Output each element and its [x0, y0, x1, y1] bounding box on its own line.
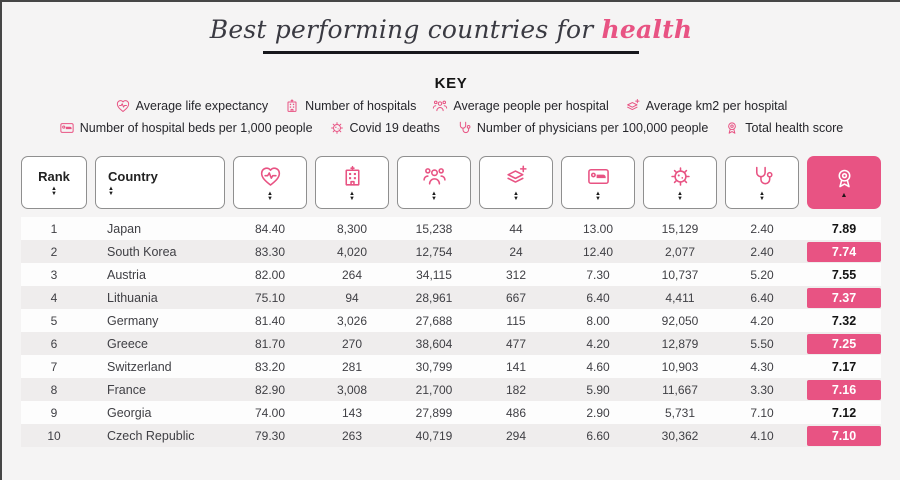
stethoscope-icon [456, 120, 472, 136]
score-cell [807, 378, 881, 401]
col-header-country[interactable] [95, 156, 225, 209]
key-section [2, 75, 900, 136]
sort-arrows-icon: ▲ ▼ [513, 191, 519, 202]
value-cell: 27,688 [415, 313, 453, 328]
value-cell: 8,300 [336, 221, 368, 236]
value-cell: 38,604 [415, 336, 453, 351]
table-row [21, 309, 881, 332]
table-row [21, 240, 881, 263]
value-cell: 270 [341, 336, 363, 351]
value-cell: 4.60 [586, 359, 610, 374]
value-cell: 40,719 [415, 428, 453, 443]
value-cell: 6.40 [750, 290, 774, 305]
value-cell: 3,008 [336, 382, 368, 397]
value-cell: 2.90 [586, 405, 610, 420]
table-row [21, 217, 881, 240]
health-ranking-table [21, 156, 881, 447]
virus-icon [668, 164, 693, 189]
score-value: 7.16 [807, 380, 881, 400]
hospital-bed-icon [59, 120, 75, 136]
table-row [21, 424, 881, 447]
people-group-icon [422, 164, 447, 189]
table-row [21, 332, 881, 355]
value-cell: 486 [505, 405, 527, 420]
table-row [21, 355, 881, 378]
table-row [21, 263, 881, 286]
col-header-covid-deaths[interactable] [643, 156, 717, 209]
value-cell: 3,026 [336, 313, 368, 328]
value-cell: 34,115 [416, 267, 452, 282]
sort-arrows-icon: ▲ ▼ [349, 191, 355, 202]
country-header-label: Country [108, 169, 158, 184]
value-cell: 4,411 [665, 290, 695, 305]
table-header-row [21, 156, 881, 209]
medal-icon [832, 166, 857, 191]
value-cell: 28,961 [415, 290, 453, 305]
key-item-hospital-beds [59, 120, 313, 136]
key-label: Average km2 per hospital [645, 99, 788, 113]
score-value: 7.74 [807, 242, 881, 262]
value-cell: 8.00 [586, 313, 610, 328]
layers-plus-icon [625, 98, 641, 114]
value-cell: 30,362 [661, 428, 699, 443]
value-cell: 83.20 [254, 359, 286, 374]
score-cell [807, 286, 881, 309]
value-cell: 12,754 [415, 244, 453, 259]
people-group-icon [432, 98, 448, 114]
value-cell: 281 [341, 359, 363, 374]
value-cell: 75.10 [254, 290, 286, 305]
key-label: Number of physicians per 100,000 people [476, 121, 709, 135]
score-cell [807, 240, 881, 263]
value-cell: 81.40 [254, 313, 286, 328]
key-label: Number of hospitals [305, 99, 417, 113]
rank-cell: 7 [50, 359, 58, 374]
value-cell: 4,020 [336, 244, 368, 259]
value-cell: 10,903 [661, 359, 699, 374]
rank-cell: 2 [50, 244, 58, 259]
score-cell [807, 217, 881, 240]
value-cell: 27,899 [415, 405, 453, 420]
col-header-hospital-beds[interactable] [561, 156, 635, 209]
sort-arrows-icon: ▲ ▼ [677, 191, 683, 202]
country-cell: Switzerland [107, 359, 172, 374]
value-cell: 4.20 [586, 336, 610, 351]
table-row [21, 378, 881, 401]
title-underline [263, 51, 639, 54]
key-item-physicians [456, 120, 708, 136]
key-item-people-per-hospital [432, 98, 608, 114]
value-cell: 294 [505, 428, 527, 443]
value-cell: 92,050 [661, 313, 699, 328]
country-cell: Georgia [107, 405, 152, 420]
value-cell: 84.40 [254, 221, 286, 236]
value-cell: 667 [505, 290, 527, 305]
value-cell: 4.10 [750, 428, 774, 443]
score-value: 7.32 [831, 313, 857, 328]
sort-arrows-icon: ▲ ▼ [108, 186, 114, 197]
key-item-life-expectancy [115, 98, 269, 114]
country-cell: Japan [107, 221, 142, 236]
key-item-km2-per-hospital [625, 98, 788, 114]
col-header-hospitals[interactable] [315, 156, 389, 209]
value-cell: 81.70 [254, 336, 286, 351]
rank-cell: 1 [50, 221, 58, 236]
value-cell: 115 [506, 313, 526, 328]
score-value: 7.10 [807, 426, 881, 446]
value-cell: 15,238 [415, 221, 453, 236]
value-cell: 82.00 [254, 267, 286, 282]
value-cell: 182 [505, 382, 527, 397]
value-cell: 79.30 [254, 428, 286, 443]
table-body [21, 217, 881, 447]
key-label: Average people per hospital [453, 99, 609, 113]
key-row-1 [2, 98, 900, 114]
value-cell: 4.20 [750, 313, 774, 328]
hospital-icon [284, 98, 300, 114]
score-value: 7.25 [807, 334, 881, 354]
value-cell: 477 [505, 336, 527, 351]
country-cell: Germany [107, 313, 159, 328]
value-cell: 312 [505, 267, 527, 282]
score-cell [807, 424, 881, 447]
value-cell: 6.60 [586, 428, 610, 443]
country-cell: Greece [107, 336, 148, 351]
rank-cell: 4 [50, 290, 58, 305]
col-header-people-per-hospital[interactable] [397, 156, 471, 209]
virus-icon [329, 120, 345, 136]
heart-pulse-icon [115, 98, 131, 114]
value-cell: 21,700 [415, 382, 453, 397]
key-row-2 [2, 120, 900, 136]
col-header-km2-per-hospital[interactable] [479, 156, 553, 209]
rank-cell: 3 [50, 267, 58, 282]
value-cell: 2.40 [750, 221, 774, 236]
rank-header-label: Rank [38, 169, 70, 184]
key-label: Total health score [745, 121, 844, 135]
value-cell: 141 [505, 359, 527, 374]
value-cell: 263 [341, 428, 363, 443]
layers-plus-icon [504, 164, 529, 189]
value-cell: 6.40 [586, 290, 610, 305]
table-row [21, 286, 881, 309]
table-row [21, 401, 881, 424]
value-cell: 11,667 [662, 382, 698, 397]
score-cell [807, 263, 881, 286]
value-cell: 5,731 [664, 405, 696, 420]
stethoscope-icon [750, 164, 775, 189]
score-cell [807, 355, 881, 378]
key-label: Average life expectancy [135, 99, 269, 113]
key-label: Covid 19 deaths [349, 121, 440, 135]
sort-arrows-icon: ▲ ▼ [267, 191, 273, 202]
value-cell: 24 [509, 244, 523, 259]
hospital-bed-icon [586, 164, 611, 189]
country-cell: South Korea [107, 244, 177, 259]
value-cell: 10,737 [661, 267, 699, 282]
heart-pulse-icon [258, 164, 283, 189]
key-label: Number of hospital beds per 1,000 people [79, 121, 313, 135]
value-cell: 30,799 [415, 359, 453, 374]
rank-cell: 10 [47, 428, 61, 443]
rank-cell: 8 [50, 382, 58, 397]
sort-arrows-icon: ▲ ▼ [431, 191, 437, 202]
key-item-total-health-score [724, 120, 843, 136]
value-cell: 82.90 [254, 382, 286, 397]
value-cell: 13.00 [582, 221, 614, 236]
rank-cell: 6 [50, 336, 58, 351]
sort-arrows-icon: ▲ ▼ [51, 186, 57, 197]
medal-icon [724, 120, 740, 136]
value-cell: 7.10 [750, 405, 774, 420]
score-value: 7.89 [831, 221, 857, 236]
country-cell: Lithuania [107, 290, 158, 305]
value-cell: 12,879 [661, 336, 699, 351]
hospital-icon [340, 164, 365, 189]
value-cell: 264 [341, 267, 363, 282]
sort-arrows-icon: ▲ ▼ [595, 191, 601, 202]
key-heading: KEY [434, 75, 468, 92]
page-title-highlight: health [601, 15, 693, 44]
col-header-total-health-score[interactable] [807, 156, 881, 209]
score-value: 7.37 [807, 288, 881, 308]
value-cell: 5.50 [750, 336, 774, 351]
value-cell: 5.20 [750, 267, 774, 282]
score-value: 7.17 [831, 359, 857, 374]
col-header-physicians[interactable] [725, 156, 799, 209]
value-cell: 3.30 [750, 382, 774, 397]
page-title-text: Best performing countries for [209, 15, 594, 44]
value-cell: 94 [345, 290, 359, 305]
rank-cell: 9 [50, 405, 58, 420]
col-header-life-expectancy[interactable] [233, 156, 307, 209]
value-cell: 2,077 [664, 244, 696, 259]
score-cell [807, 309, 881, 332]
country-cell: Czech Republic [107, 428, 195, 443]
sort-asc-icon: ▲ [840, 192, 848, 200]
sort-arrows-icon: ▲ ▼ [759, 191, 765, 202]
value-cell: 143 [341, 405, 363, 420]
value-cell: 4.30 [750, 359, 774, 374]
score-cell [807, 401, 881, 424]
value-cell: 2.40 [750, 244, 774, 259]
value-cell: 12.40 [582, 244, 614, 259]
score-value: 7.12 [831, 405, 857, 420]
value-cell: 83.30 [254, 244, 286, 259]
country-cell: Austria [107, 267, 146, 282]
value-cell: 7.30 [586, 267, 610, 282]
value-cell: 15,129 [661, 221, 699, 236]
key-item-hospitals [284, 98, 416, 114]
col-header-rank[interactable] [21, 156, 87, 209]
value-cell: 44 [509, 221, 523, 236]
value-cell: 5.90 [586, 382, 610, 397]
rank-cell: 5 [50, 313, 58, 328]
key-item-covid-deaths [329, 120, 440, 136]
value-cell: 74.00 [254, 405, 286, 420]
country-cell: France [107, 382, 146, 397]
score-value: 7.55 [831, 267, 857, 282]
score-cell [807, 332, 881, 355]
page-title [2, 15, 900, 44]
